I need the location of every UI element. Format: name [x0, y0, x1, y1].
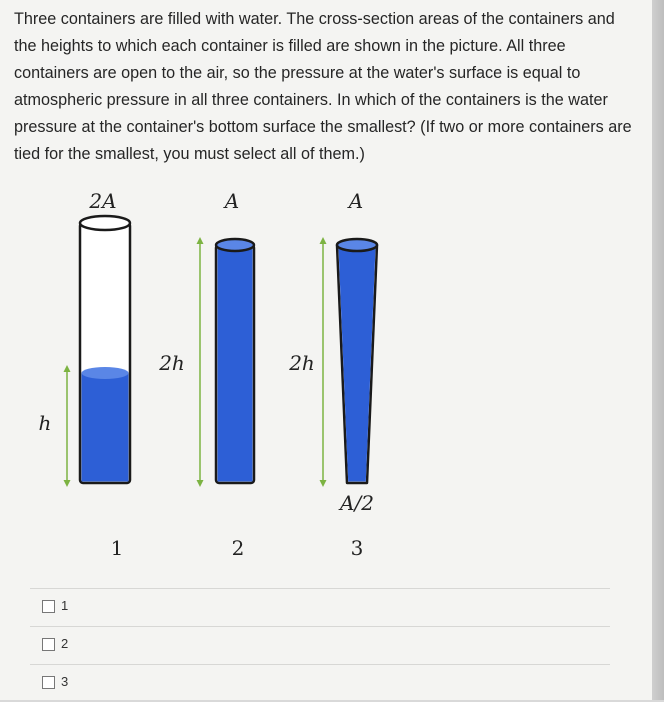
- container-3-height-arrow: [320, 237, 327, 487]
- container-2-top-area-label: A: [224, 189, 240, 213]
- container-2-rim: [216, 239, 254, 251]
- container-3-top-area-label: A: [348, 189, 364, 213]
- option-1-label: 1: [61, 598, 69, 613]
- container-3-number: 3: [350, 536, 364, 560]
- container-1-rim: [80, 216, 130, 230]
- container-1-top-area-label: 2A: [89, 189, 117, 213]
- container-3-height-label: 2h: [289, 351, 315, 375]
- option-2[interactable]: [30, 626, 610, 664]
- container-1-height-arrow: [64, 365, 71, 487]
- container-1-water: [82, 373, 129, 482]
- option-3-checkbox[interactable]: [42, 676, 55, 689]
- option-2-label: 2: [61, 636, 69, 651]
- question-text: Three containers are filled with water. The cross-section areas of the containers and the heights to which each container is filled are shown in the picture. All three containers are open to the air, so the pressure at the water's surface is equal to atmospheric pressure in all three containers. In which of the containers is the water pressure at the container's bottom surface the smallest? (If two or more containers are tied for the smallest, you must select all of them.): [14, 10, 632, 163]
- container-1-number: 1: [110, 536, 124, 560]
- container-2-height-label: 2h: [159, 351, 185, 375]
- container-2: [216, 239, 254, 483]
- option-1[interactable]: [30, 588, 610, 626]
- answer-options: [30, 588, 610, 702]
- container-3-water: [339, 248, 376, 482]
- page-edge: [652, 0, 664, 700]
- container-2-number: 2: [231, 536, 245, 560]
- container-2-height-arrow: [197, 237, 204, 487]
- option-2-checkbox[interactable]: [42, 638, 55, 651]
- container-1: [80, 216, 130, 483]
- container-3-rim: [337, 239, 377, 251]
- option-3-label: 3: [61, 674, 69, 689]
- container-1-water-surface: [82, 367, 129, 379]
- containers-figure: [0, 175, 652, 575]
- container-2-water: [218, 248, 253, 482]
- container-3: [337, 239, 377, 483]
- container-3-bottom-area-label: A/2: [340, 491, 374, 515]
- container-1-height-label: h: [38, 411, 52, 435]
- option-3[interactable]: [30, 664, 610, 702]
- option-1-checkbox[interactable]: [42, 600, 55, 613]
